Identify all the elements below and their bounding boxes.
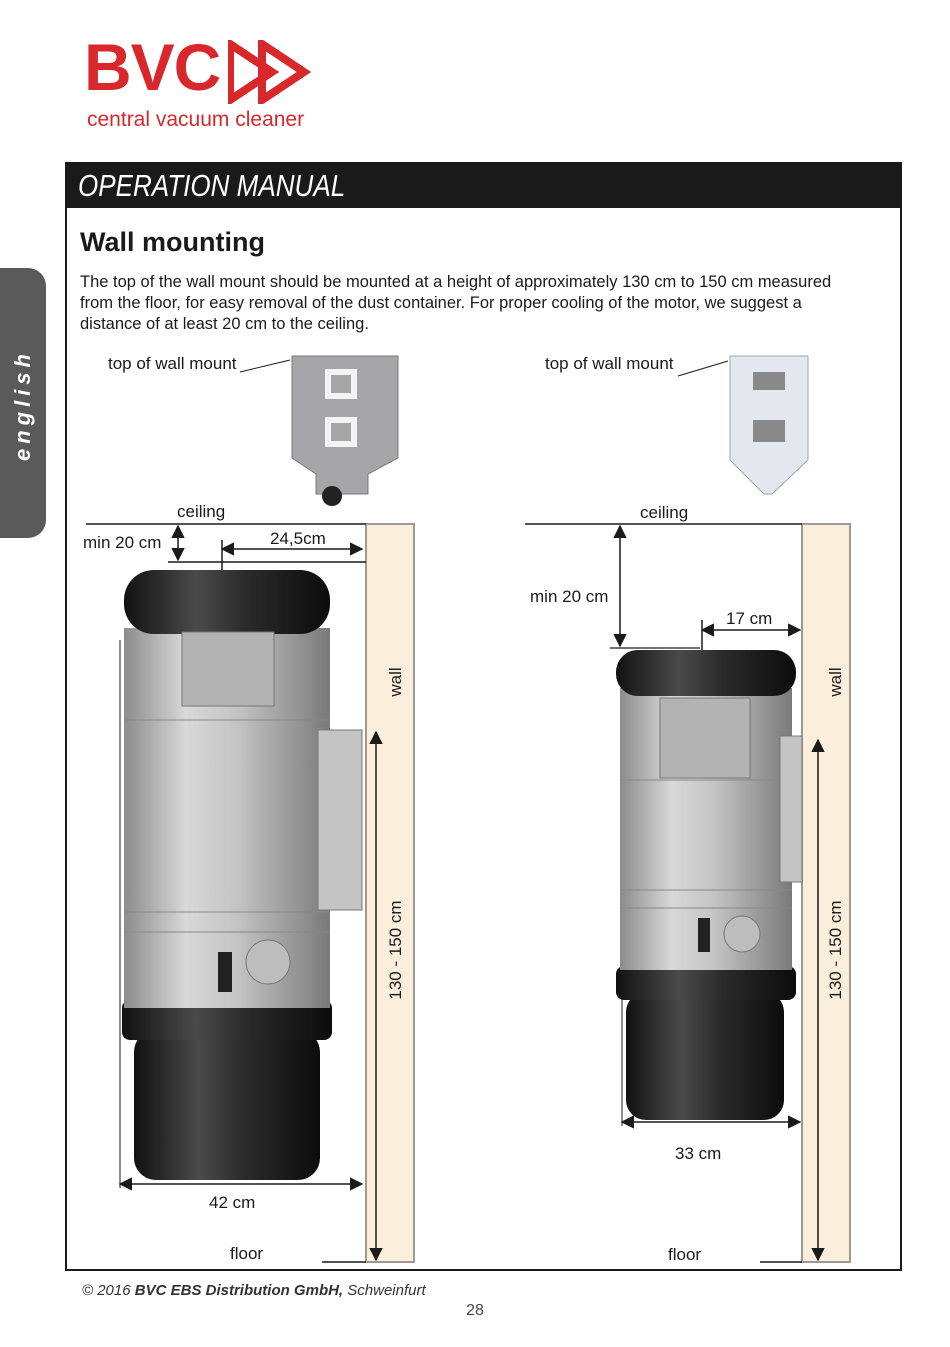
left-mount-label: top of wall mount bbox=[108, 354, 237, 373]
brand-logo-text: BVC bbox=[84, 30, 221, 104]
left-wall-mount-plate bbox=[292, 356, 398, 506]
left-ceiling-label: ceiling bbox=[177, 502, 226, 521]
right-width-label: 33 cm bbox=[675, 1144, 722, 1163]
right-wall-mount-plate bbox=[730, 356, 808, 494]
banner-title: OPERATION MANUAL bbox=[78, 168, 346, 203]
left-width-label: 42 cm bbox=[209, 1193, 256, 1212]
section-intro: The top of the wall mount should be mounted at a height of approximately 130 cm to 150 cm measured from the floor, for easy removal of the dust container. For proper cooling of the motor, we suggest a distance of at least 20 cm to the ceiling. bbox=[80, 273, 832, 333]
left-vacuum-unit bbox=[122, 570, 362, 1180]
brand-tagline: central vacuum cleaner bbox=[87, 108, 305, 131]
footer-copyright bbox=[82, 1282, 426, 1299]
right-vacuum-unit bbox=[616, 650, 802, 1120]
language-tab-label: english bbox=[10, 349, 35, 462]
copyright-year: © 2016 bbox=[82, 1282, 131, 1299]
right-mount-label: top of wall mount bbox=[545, 354, 674, 373]
section-title: Wall mounting bbox=[80, 227, 265, 257]
left-height-range-label: 130 - 150 cm bbox=[386, 900, 405, 1000]
right-wall-label: wall bbox=[826, 667, 845, 697]
left-floor-label: floor bbox=[230, 1244, 264, 1263]
copyright-company: BVC EBS Distribution GmbH, bbox=[134, 1282, 344, 1299]
right-wall-offset-label: 17 cm bbox=[726, 609, 773, 628]
left-wall-offset-label: 24,5cm bbox=[270, 529, 326, 548]
page-number: 28 bbox=[466, 1302, 484, 1319]
copyright-city: Schweinfurt bbox=[347, 1282, 426, 1299]
right-min-gap-label: min 20 cm bbox=[530, 587, 609, 606]
left-min-gap-label: min 20 cm bbox=[83, 533, 162, 552]
right-floor-label: floor bbox=[668, 1245, 702, 1264]
right-ceiling-label: ceiling bbox=[640, 503, 689, 522]
left-wall-label: wall bbox=[386, 667, 405, 697]
right-height-range-label: 130 - 150 cm bbox=[826, 900, 845, 1000]
